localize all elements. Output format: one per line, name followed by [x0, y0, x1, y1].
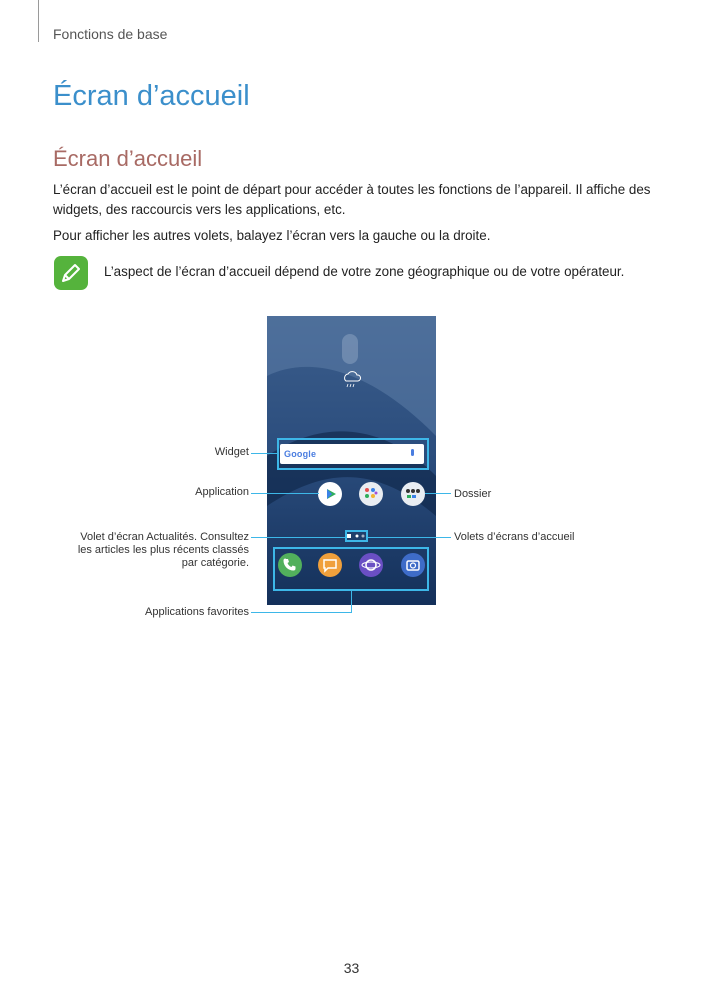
widget-callout: Widget — [214, 446, 249, 458]
page-title: Écran d’accueil — [53, 80, 250, 112]
folder-leader-line — [425, 493, 451, 494]
news-panel-leader-line — [251, 537, 346, 538]
weather-cloud-icon — [341, 370, 363, 388]
favorites-callout: Applications favorites — [145, 606, 249, 618]
favorites-leader-vertical — [351, 591, 352, 613]
swipe-paragraph: Pour afficher les autres volets, balayez l’écran vers la gauche ou la droite. — [53, 228, 491, 243]
news-panel-highlight-box — [345, 530, 368, 542]
widget-leader-line — [251, 453, 277, 454]
application-leader-line — [251, 493, 319, 494]
section-subtitle: Écran d’accueil — [53, 146, 203, 171]
google-logo: Google — [284, 449, 317, 459]
widget-highlight-box — [277, 438, 429, 470]
favorites-leader-line — [251, 612, 352, 613]
section-label: Fonctions de base — [53, 26, 168, 42]
news-panel-callout: Volet d’écran Actualités. Consultez les articles les plus récents classés par catégorie. — [77, 531, 249, 569]
favorites-highlight-box — [273, 547, 429, 591]
margin-rule — [38, 0, 39, 42]
application-callout: Application — [195, 486, 249, 498]
galaxy-folder-icon[interactable] — [359, 482, 383, 506]
home-panels-callout: Volets d’écrans d’accueil — [454, 531, 575, 543]
intro-paragraph: L’écran d’accueil est le point de départ pour accéder à toutes les fonctions de l’appareil. Il affiche des widgets, des raccourcis vers les applications, etc. — [53, 182, 651, 217]
home-panels-leader-line — [368, 537, 451, 538]
folder-callout: Dossier — [454, 488, 492, 500]
note-pencil-icon — [54, 256, 88, 290]
play-store-app-icon[interactable] — [318, 482, 342, 506]
phone-screenshot — [267, 316, 436, 605]
microsoft-apps-folder-icon[interactable] — [401, 482, 425, 506]
note-text: L’aspect de l’écran d’accueil dépend de votre zone géographique ou de votre opérateur. — [104, 264, 625, 279]
page-number: 33 — [343, 960, 360, 976]
